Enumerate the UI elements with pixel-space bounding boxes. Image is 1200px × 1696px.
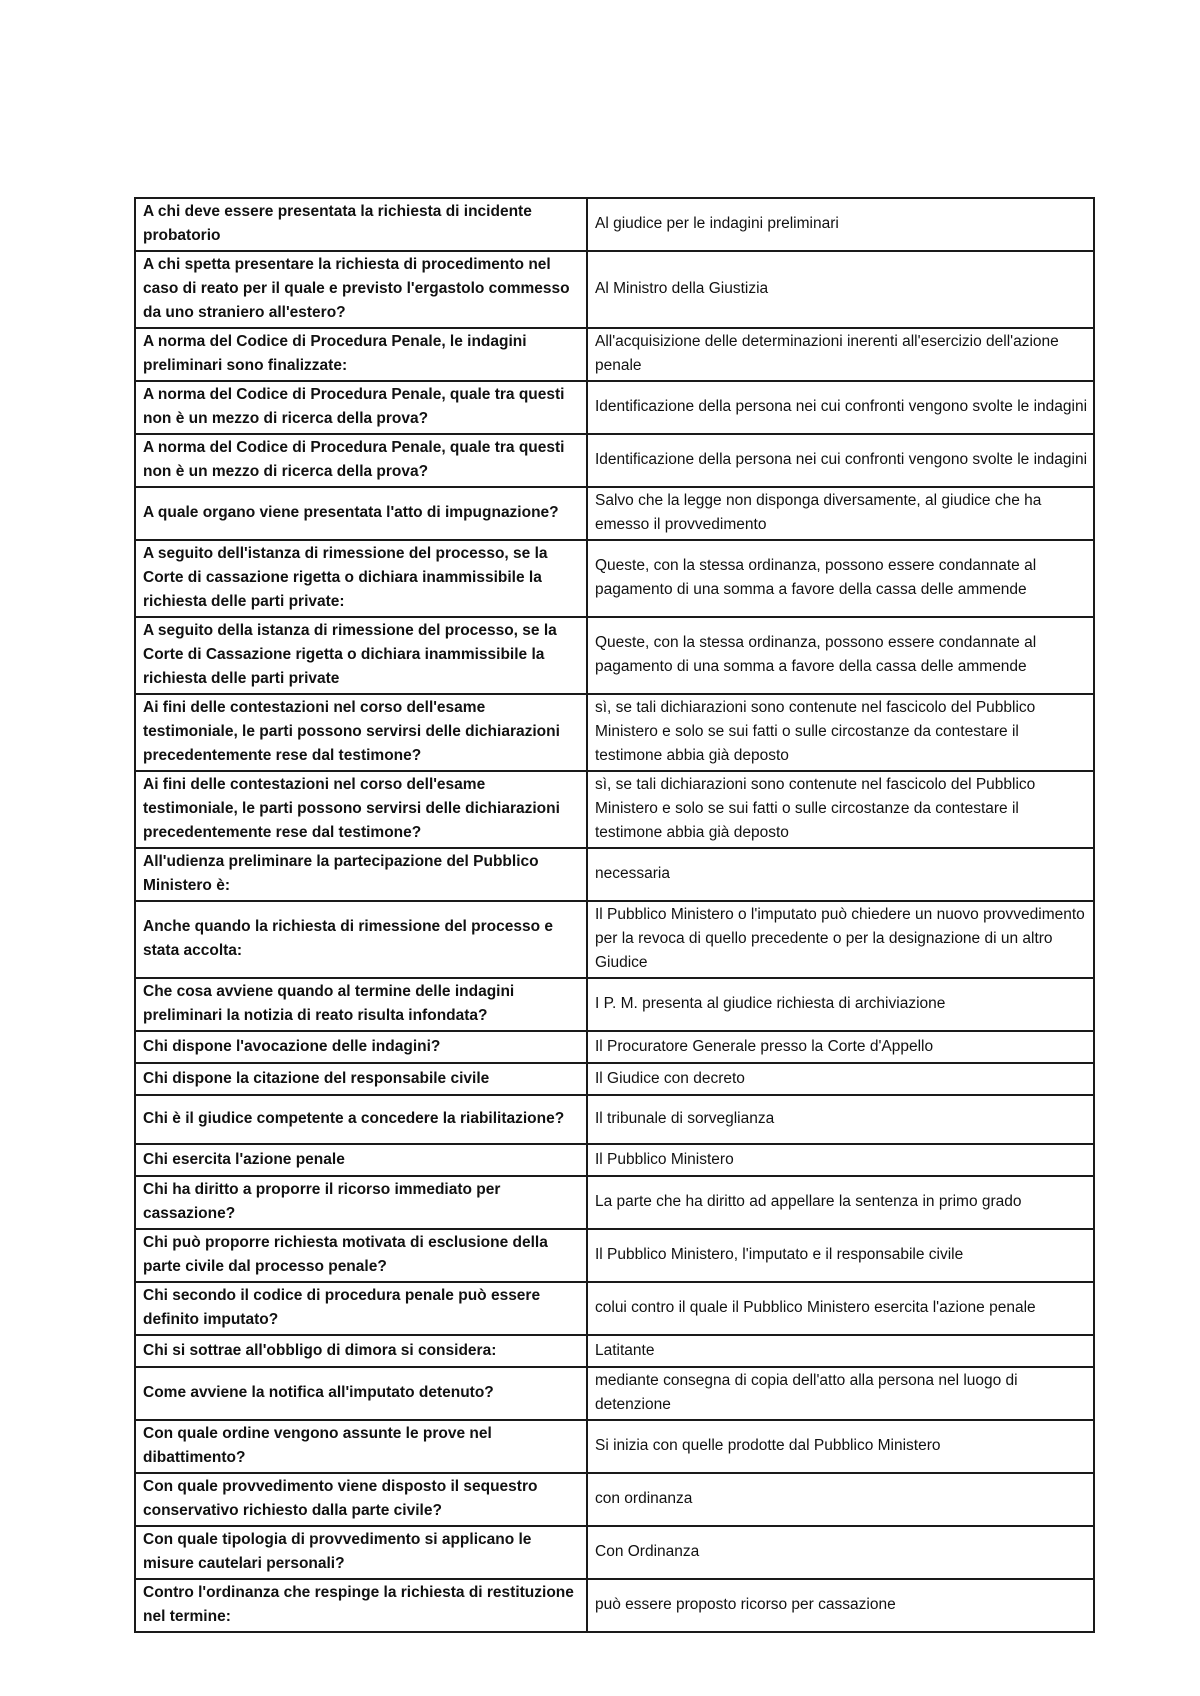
table-row	[135, 1095, 1094, 1144]
question-cell: Chi dispone la citazione del responsabile civile	[135, 1063, 587, 1095]
table-row	[135, 1063, 1094, 1095]
answer-cell: Il Procuratore Generale presso la Corte d'Appello	[587, 1031, 1094, 1063]
question-cell: A quale organo viene presentata l'atto di impugnazione?	[135, 487, 587, 540]
question-cell: Chi dispone l'avocazione delle indagini?	[135, 1031, 587, 1063]
question-cell: Chi può proporre richiesta motivata di esclusione della parte civile dal processo penale?	[135, 1229, 587, 1282]
table-row	[135, 1176, 1094, 1229]
answer-cell: Con Ordinanza	[587, 1526, 1094, 1579]
question-cell: Con quale ordine vengono assunte le prove nel dibattimento?	[135, 1420, 587, 1473]
table-row	[135, 1526, 1094, 1579]
question-cell: A seguito della istanza di rimessione del processo, se la Corte di Cassazione rigetta o dichiara inammissibile la richiesta delle parti private	[135, 617, 587, 694]
question-cell: Con quale provvedimento viene disposto il sequestro conservativo richiesto dalla parte civile?	[135, 1473, 587, 1526]
question-cell: A norma del Codice di Procedura Penale, quale tra questi non è un mezzo di ricerca della prova?	[135, 381, 587, 434]
question-cell: All'udienza preliminare la partecipazione del Pubblico Ministero è:	[135, 848, 587, 901]
question-cell: Anche quando la richiesta di rimessione del processo e stata accolta:	[135, 901, 587, 978]
question-cell: A norma del Codice di Procedura Penale, le indagini preliminari sono finalizzate:	[135, 328, 587, 381]
table-row	[135, 434, 1094, 487]
question-cell: Come avviene la notifica all'imputato detenuto?	[135, 1367, 587, 1420]
question-cell: Che cosa avviene quando al termine delle indagini preliminari la notizia di reato risulta infondata?	[135, 978, 587, 1031]
answer-cell: La parte che ha diritto ad appellare la sentenza in primo grado	[587, 1176, 1094, 1229]
answer-cell: sì, se tali dichiarazioni sono contenute nel fascicolo del Pubblico Ministero e solo se sui fatti o sulle circostanze da contestare il testimone abbia già deposto	[587, 771, 1094, 848]
answer-cell: Identificazione della persona nei cui confronti vengono svolte le indagini	[587, 434, 1094, 487]
table-row	[135, 251, 1094, 328]
table-row	[135, 1335, 1094, 1367]
answer-cell: Latitante	[587, 1335, 1094, 1367]
answer-cell: Queste, con la stessa ordinanza, possono essere condannate al pagamento di una somma a favore della cassa delle ammende	[587, 540, 1094, 617]
question-cell: Con quale tipologia di provvedimento si applicano le misure cautelari personali?	[135, 1526, 587, 1579]
answer-cell: I P. M. presenta al giudice richiesta di archiviazione	[587, 978, 1094, 1031]
answer-cell: necessaria	[587, 848, 1094, 901]
table-row	[135, 848, 1094, 901]
table-row	[135, 540, 1094, 617]
table-row	[135, 1229, 1094, 1282]
table-row	[135, 1282, 1094, 1335]
question-cell: A chi deve essere presentata la richiesta di incidente probatorio	[135, 198, 587, 251]
table-row	[135, 771, 1094, 848]
answer-cell: mediante consegna di copia dell'atto alla persona nel luogo di detenzione	[587, 1367, 1094, 1420]
answer-cell: può essere proposto ricorso per cassazione	[587, 1579, 1094, 1632]
answer-cell: colui contro il quale il Pubblico Ministero esercita l'azione penale	[587, 1282, 1094, 1335]
answer-cell: Queste, con la stessa ordinanza, possono essere condannate al pagamento di una somma a favore della cassa delle ammende	[587, 617, 1094, 694]
answer-cell: Il Pubblico Ministero, l'imputato e il responsabile civile	[587, 1229, 1094, 1282]
table-row	[135, 617, 1094, 694]
table-row	[135, 328, 1094, 381]
table-row	[135, 381, 1094, 434]
table-row	[135, 694, 1094, 771]
answer-cell: Il Giudice con decreto	[587, 1063, 1094, 1095]
question-cell: A seguito dell'istanza di rimessione del processo, se la Corte di cassazione rigetta o dichiara inammissibile la richiesta delle parti private:	[135, 540, 587, 617]
table-row	[135, 1420, 1094, 1473]
answer-cell: Il tribunale di sorveglianza	[587, 1095, 1094, 1144]
table-row	[135, 1473, 1094, 1526]
question-cell: Contro l'ordinanza che respinge la richiesta di restituzione nel termine:	[135, 1579, 587, 1632]
table-row	[135, 1367, 1094, 1420]
answer-cell: con ordinanza	[587, 1473, 1094, 1526]
question-cell: A norma del Codice di Procedura Penale, quale tra questi non è un mezzo di ricerca della prova?	[135, 434, 587, 487]
question-cell: Chi si sottrae all'obbligo di dimora si considera:	[135, 1335, 587, 1367]
question-cell: A chi spetta presentare la richiesta di procedimento nel caso di reato per il quale e previsto l'ergastolo commesso da uno straniero all'estero?	[135, 251, 587, 328]
answer-cell: Si inizia con quelle prodotte dal Pubblico Ministero	[587, 1420, 1094, 1473]
question-cell: Chi secondo il codice di procedura penale può essere definito imputato?	[135, 1282, 587, 1335]
table-row	[135, 1144, 1094, 1176]
question-cell: Chi esercita l'azione penale	[135, 1144, 587, 1176]
answer-cell: Al Ministro della Giustizia	[587, 251, 1094, 328]
answer-cell: Identificazione della persona nei cui confronti vengono svolte le indagini	[587, 381, 1094, 434]
table-row	[135, 1579, 1094, 1632]
answer-cell: Al giudice per le indagini preliminari	[587, 198, 1094, 251]
answer-cell: Il Pubblico Ministero	[587, 1144, 1094, 1176]
qa-table	[134, 197, 1095, 1633]
answer-cell: sì, se tali dichiarazioni sono contenute nel fascicolo del Pubblico Ministero e solo se sui fatti o sulle circostanze da contestare il testimone abbia già deposto	[587, 694, 1094, 771]
question-cell: Ai fini delle contestazioni nel corso dell'esame testimoniale, le parti possono servirsi delle dichiarazioni precedentemente rese dal testimone?	[135, 771, 587, 848]
question-cell: Chi è il giudice competente a concedere la riabilitazione?	[135, 1095, 587, 1144]
table-row	[135, 901, 1094, 978]
table-row	[135, 487, 1094, 540]
table-row	[135, 198, 1094, 251]
question-cell: Chi ha diritto a proporre il ricorso immediato per cassazione?	[135, 1176, 587, 1229]
answer-cell: Salvo che la legge non disponga diversamente, al giudice che ha emesso il provvedimento	[587, 487, 1094, 540]
answer-cell: Il Pubblico Ministero o l'imputato può chiedere un nuovo provvedimento per la revoca di quello precedente o per la designazione di un altro Giudice	[587, 901, 1094, 978]
table-row	[135, 1031, 1094, 1063]
table-row	[135, 978, 1094, 1031]
answer-cell: All'acquisizione delle determinazioni inerenti all'esercizio dell'azione penale	[587, 328, 1094, 381]
question-cell: Ai fini delle contestazioni nel corso dell'esame testimoniale, le parti possono servirsi delle dichiarazioni precedentemente rese dal testimone?	[135, 694, 587, 771]
